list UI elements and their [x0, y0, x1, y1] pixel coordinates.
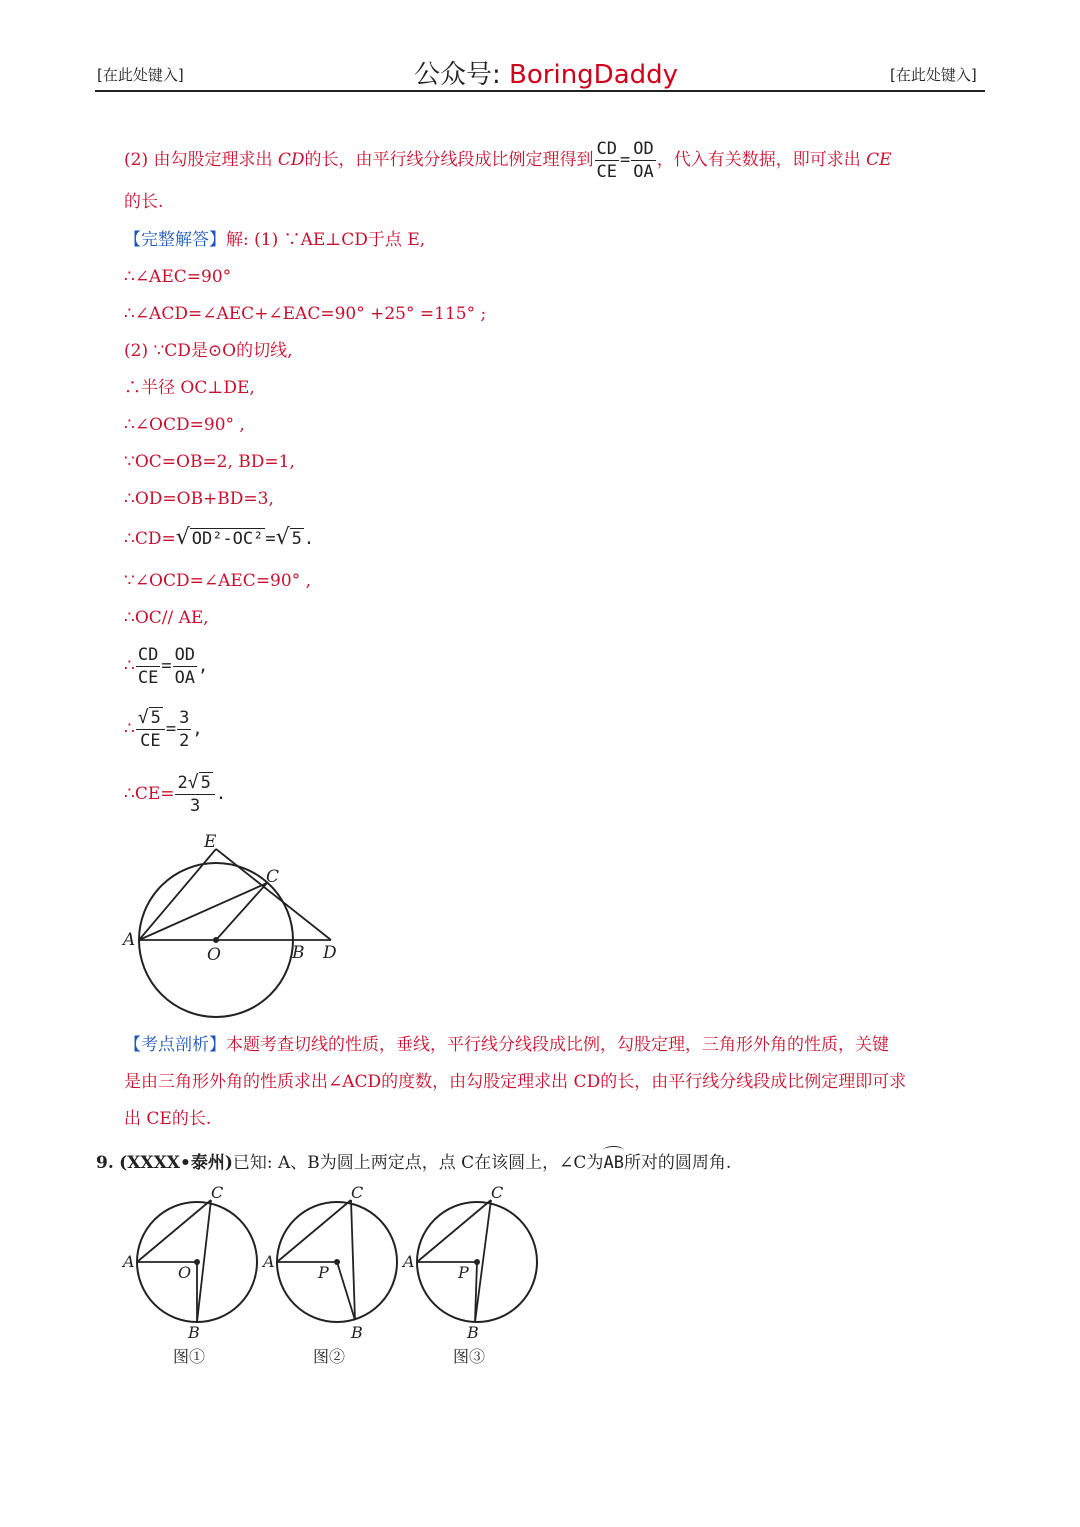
fig3-label-c: C	[491, 1183, 504, 1202]
fig2-label-a: A	[263, 1252, 275, 1271]
fig2-caption: 图②	[313, 1347, 346, 1366]
analysis-frac-2: $\frac{OD}{OA}$	[633, 139, 654, 182]
fig1-caption: 图①	[173, 1347, 206, 1366]
problem-number: 9.	[96, 1153, 114, 1173]
fig2-label-b: B	[351, 1323, 363, 1342]
solution-line-2: ∴∠AEC=90°	[124, 267, 232, 287]
fig2-center	[334, 1259, 340, 1265]
fig1-ac	[137, 1200, 211, 1262]
problem-text-a: 已知: A、B为圆上两定点，点 C在该圆上，∠C为	[232, 1153, 604, 1173]
fig3-caption: 图③	[453, 1347, 486, 1366]
header-title-prefix: 公众号:	[414, 60, 501, 90]
fig2-label-c: C	[351, 1183, 364, 1202]
solution-line-13: ∴ $\frac{√ 5}{CE}$ = $\frac{3}{2}$ ,	[124, 707, 203, 751]
line-ac	[139, 883, 267, 940]
analysis-ce: CE	[866, 150, 892, 170]
fig1-label-a: A	[123, 1252, 135, 1271]
fig1-label-c: C	[211, 1183, 224, 1202]
sqrt-sign: √	[175, 525, 190, 550]
frac-cd-ce: $\frac{CD}{CE}$	[137, 645, 159, 688]
radicand-1: OD²-OC²	[191, 529, 264, 549]
analysis-text-b: 的长，由平行线分线段成比例定理得到	[304, 150, 594, 170]
header-right: [在此处键入]	[890, 66, 977, 84]
header-brand: BoringDaddy	[509, 60, 679, 90]
line-ed	[216, 849, 331, 940]
solution-line-9: ∴CD=√ OD²-OC² =√ 5 .	[124, 525, 315, 550]
solution-line-1	[124, 228, 425, 252]
keypoints-tag: 【考点剖析】	[124, 1035, 226, 1055]
frac-root5-ce: $\frac{√ 5}{CE}$	[136, 707, 165, 752]
keypoints-text-1: 本题考查切线的性质，垂线，平行线分线段成比例，勾股定理，三角形外角的性质，关键	[226, 1035, 889, 1055]
label-o: O	[207, 945, 221, 965]
fig1-label-o: O	[178, 1263, 192, 1282]
label-d: D	[323, 943, 337, 963]
header-rule	[95, 90, 985, 92]
solution-line-4: (2) ∵CD是⊙O的切线,	[124, 341, 293, 361]
label-a: A	[123, 930, 136, 950]
frac-3-2: $\frac{3}{2}$	[179, 708, 190, 751]
fig2-label-p: P	[318, 1263, 329, 1282]
solution-line-14: ∴CE= $\frac{2√ 5}{3}$ .	[124, 772, 227, 816]
problem-source: (XXXX•泰州)	[119, 1153, 233, 1173]
frac-od-oa: $\frac{OD}{OA}$	[174, 645, 196, 688]
label-e: E	[204, 832, 217, 852]
analysis-line-1: (2) 由勾股定理求出 CD的长，由平行线分线段成比例定理得到 $\frac{CD}{CE}$ = $\frac{OD}{OA}$ ，代入有关数据，即可求出 CE	[124, 139, 892, 182]
fig2-pb	[337, 1262, 355, 1320]
solution-line-5: ∴半径 OC⊥DE,	[124, 378, 255, 398]
solution-line-7: ∵OC=OB=2, BD=1,	[124, 452, 295, 472]
fig2-cb	[351, 1200, 355, 1320]
line-ae	[139, 849, 216, 940]
fig1-label-b: B	[188, 1323, 200, 1342]
solution-line-6: ∴∠OCD=90° ,	[124, 415, 245, 435]
frac-ce-result: $\frac{2√ 5}{3}$	[175, 772, 214, 817]
figure-2	[261, 1183, 397, 1366]
fig3-label-a: A	[403, 1252, 415, 1271]
label-b: B	[292, 943, 305, 963]
solution-line-12: ∴ $\frac{CD}{CE}$ = $\frac{OD}{OA}$ ,	[124, 645, 209, 688]
solution-line-3: ∴∠ACD=∠AEC+∠EAC=90° +25° =115° ;	[124, 304, 487, 324]
figure-1	[121, 1183, 257, 1366]
fig3-center	[474, 1259, 480, 1265]
line-oc	[216, 883, 267, 940]
solution-line-10: ∵∠OCD=∠AEC=90° ,	[124, 571, 311, 591]
problem-text-b: 所对的圆周角.	[623, 1153, 732, 1173]
analysis-text-a: (2) 由勾股定理求出	[124, 150, 273, 170]
label-c: C	[266, 867, 280, 887]
header-title	[414, 54, 678, 91]
keypoints-line-1	[124, 1033, 889, 1057]
analysis-text-c: ，代入有关数据，即可求出	[656, 150, 861, 170]
fig3-label-p: P	[458, 1263, 469, 1282]
fig3-ac	[417, 1200, 491, 1262]
keypoints-line-3: 出 CE的长.	[124, 1109, 212, 1129]
analysis-line-2: 的长.	[124, 192, 164, 212]
center-dot	[213, 937, 219, 943]
geometry-figure-tangent	[115, 825, 355, 1025]
problem-9	[96, 1148, 731, 1173]
arc-ab: AB	[603, 1153, 624, 1173]
header-left: [在此处键入]	[97, 66, 184, 84]
solution-text-1: 解: (1) ∵AE⊥CD于点 E,	[226, 230, 426, 250]
sqrt-sign-2: √	[275, 525, 290, 550]
radicand-2: 5	[291, 529, 302, 549]
solution-line-11: ∴OC// AE,	[124, 608, 209, 628]
fig3-label-b: B	[467, 1323, 479, 1342]
figure-3	[401, 1183, 537, 1366]
keypoints-line-2: 是由三角形外角的性质求出∠ACD的度数，由勾股定理求出 CD的长，由平行线分线段成比例定理即可求	[124, 1072, 907, 1092]
circle-figures	[115, 1180, 555, 1370]
fig1-center	[194, 1259, 200, 1265]
solution-tag: 【完整解答】	[124, 230, 226, 250]
analysis-frac-1: $\frac{CD}{CE}$	[596, 139, 618, 182]
solution-line-8: ∴OD=OB+BD=3,	[124, 489, 274, 509]
analysis-cd: CD	[277, 150, 305, 170]
fig2-ac	[277, 1200, 351, 1262]
